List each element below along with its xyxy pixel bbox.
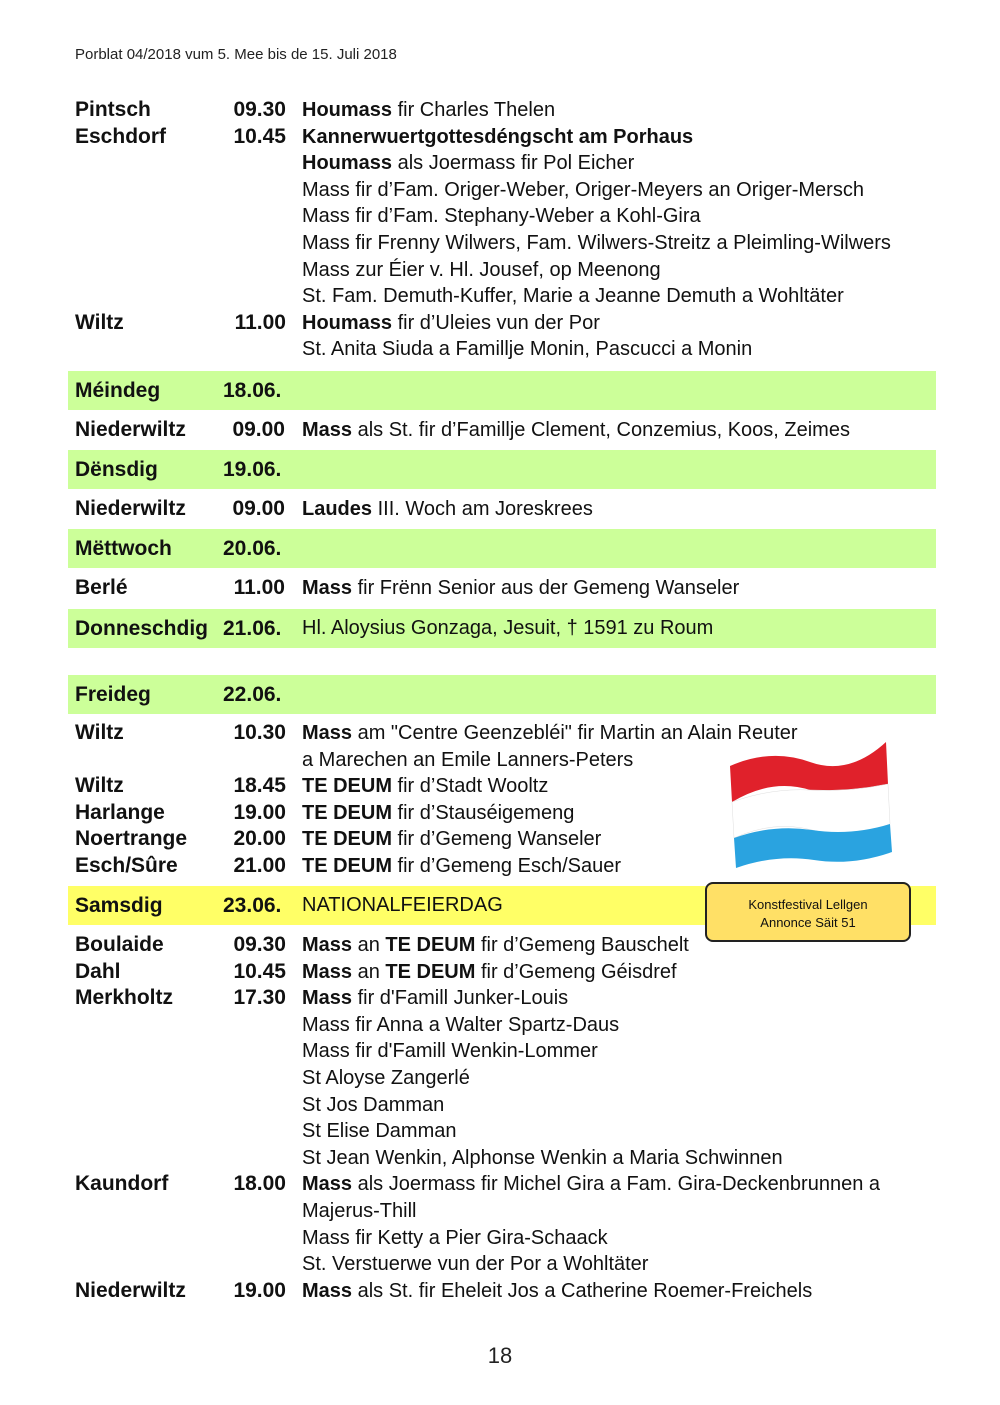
service-type: Mass (302, 577, 353, 599)
service-text (302, 336, 752, 363)
place-name: Niederwiltz (75, 1278, 186, 1302)
service-detail: Mass fir d’Fam. Origer-Weber, Origer-Meyers an Origer-Mersch (302, 178, 864, 201)
service-text (302, 177, 864, 204)
service-type: Laudes (302, 498, 373, 520)
service-time: 19.00 (233, 1278, 286, 1302)
service-text (302, 1278, 812, 1305)
schedule-row (68, 491, 936, 527)
service-time: 17.30 (233, 986, 286, 1010)
service-detail: Mass fir d'Famill Wenkin-Lommer (302, 1040, 598, 1063)
service-text (302, 853, 621, 880)
schedule-row (75, 1092, 935, 1119)
service-text (302, 1012, 619, 1039)
day-band-freideg (68, 675, 936, 714)
notice-line2: Annonce Säit 51 (760, 915, 856, 930)
service-detail: Mass fir Ketty a Pier Gira-Schaack (302, 1226, 608, 1249)
day-band-mettwoch (68, 529, 936, 568)
service-time: 09.30 (233, 933, 286, 956)
service-type: Mass (302, 722, 353, 744)
place-name: Eschdorf (75, 124, 167, 148)
service-text (302, 985, 568, 1012)
day-name: Mëttwoch (75, 537, 172, 560)
place-name: Niederwiltz (75, 497, 186, 520)
schedule-row (68, 412, 936, 448)
schedule-row (75, 1198, 935, 1225)
day-name: Donneschdig (75, 617, 209, 640)
place-name: Noertrange (75, 827, 188, 851)
schedule-row (75, 150, 935, 177)
service-detail: als Joermass fir Michel Gira a Fam. Gira-Deckenbrunnen a (352, 1173, 880, 1196)
service-time: 11.00 (233, 576, 285, 599)
schedule-row (75, 177, 935, 204)
service-text (302, 310, 600, 337)
service-detail: St Aloyse Zangerlé (302, 1066, 470, 1089)
service-detail: St Elise Damman (302, 1120, 457, 1143)
service-text (302, 800, 574, 827)
service-detail: fir d’Stauséigemeng (392, 801, 575, 824)
service-text (302, 932, 689, 959)
service-text (302, 150, 634, 177)
place-name: Berlé (75, 576, 128, 599)
service-detail: St Jean Wenkin, Alphonse Wenkin a Maria Schwinnen (302, 1146, 783, 1169)
service-text (302, 257, 661, 284)
service-time: 19.00 (233, 800, 286, 824)
day-name: Freideg (75, 683, 151, 706)
page-number: 18 (487, 1343, 513, 1368)
schedule-row (75, 203, 935, 230)
service-text (302, 491, 593, 527)
service-type: TE DEUM (302, 828, 392, 851)
service-time: 10.45 (233, 959, 286, 983)
service-type: Mass (302, 1279, 353, 1302)
service-detail: St. Fam. Demuth-Kuffer, Marie a Jeanne Demuth a Wohltäter (302, 285, 844, 308)
service-detail: fir d'Famill Junker-Louis (352, 987, 569, 1010)
service-time: 09.30 (233, 98, 286, 121)
service-text (302, 773, 548, 800)
schedule-row (75, 124, 935, 151)
service-text (302, 230, 891, 257)
service-time: 21.00 (233, 853, 286, 877)
service-text (302, 1251, 648, 1278)
service-time: 20.00 (233, 827, 286, 851)
service-detail: als St. fir d’Famillje Clement, Conzemius, Koos, Zeimes (352, 419, 850, 441)
service-time: 09.00 (232, 418, 285, 441)
place-name: Dahl (75, 959, 121, 983)
service-detail: fir d’Stadt Wooltz (392, 775, 549, 798)
place-name: Harlange (75, 800, 165, 824)
service-detail: III. Woch am Joreskrees (372, 498, 593, 520)
service-time: 18.00 (233, 1172, 286, 1196)
day-date: 20.06. (223, 537, 282, 560)
service-time: 10.30 (233, 721, 286, 744)
service-text (302, 97, 555, 124)
service-time: 10.45 (233, 124, 286, 148)
schedule-row (75, 1065, 935, 1092)
service-detail: fir d’Gemeng Géisdref (475, 960, 677, 983)
schedule-block-sunday (75, 97, 935, 363)
service-type: Mass (302, 987, 353, 1010)
schedule-row (75, 1171, 935, 1198)
service-detail: fir Frënn Senior aus der Gemeng Wanseler (352, 577, 740, 599)
service-text (302, 124, 693, 151)
notice-line1: Konstfestival Lellgen (748, 897, 868, 912)
service-detail: St. Anita Siuda a Famillje Monin, Pascucci a Monin (302, 338, 753, 361)
day-date: 22.06. (223, 683, 282, 706)
service-time: 11.00 (234, 310, 286, 334)
service-text (302, 412, 850, 448)
page-header: Porblat 04/2018 vum 5. Mee bis de 15. Juli 2018 (75, 46, 397, 63)
place-name: Kaundorf (75, 1172, 169, 1196)
place-name: Wiltz (75, 310, 124, 334)
flag-blue-stripe (734, 824, 892, 868)
schedule-row (68, 570, 936, 606)
service-detail: Mass fir d’Fam. Stephany-Weber a Kohl-Gira (302, 205, 701, 228)
service-type: Houmass (302, 99, 393, 121)
service-detail: fir d’Gemeng Esch/Sauer (392, 854, 621, 877)
service-type: Mass (302, 1173, 353, 1196)
day-name: Méindeg (75, 379, 161, 402)
service-detail: fir d’Gemeng Bauschelt (475, 934, 689, 956)
service-type: Kannerwuertgottesdéngscht am Porhaus (302, 125, 694, 148)
service-type: Houmass (302, 152, 393, 175)
service-type: TE DEUM (302, 775, 392, 798)
service-detail: Mass zur Éier v. Hl. Jousef, op Meenong (302, 258, 661, 281)
schedule-row (75, 1225, 935, 1252)
schedule-row (75, 336, 935, 363)
service-detail: Mass fir Anna a Walter Spartz-Daus (302, 1013, 620, 1036)
service-text (302, 1092, 444, 1119)
day-name: Dënsdig (75, 458, 158, 481)
place-name: Esch/Sûre (75, 853, 178, 877)
service-type: Mass (302, 960, 353, 983)
schedule-row (75, 959, 935, 986)
schedule-row (75, 283, 935, 310)
day-note: Hl. Aloysius Gonzaga, Jesuit, † 1591 zu Roum (302, 617, 714, 639)
service-detail: Mass fir Frenny Wilwers, Fam. Wilwers-Streitz a Pleimling-Wilwers (302, 231, 891, 254)
place-name: Wiltz (75, 774, 124, 798)
service-detail: als Joermass fir Pol Eicher (392, 152, 635, 175)
service-text (302, 959, 677, 986)
schedule-row (75, 1012, 935, 1039)
service-text (302, 570, 739, 606)
luxembourg-flag-icon (726, 740, 894, 868)
schedule-block-samsdig (75, 932, 935, 1304)
service-type: TE DEUM (302, 801, 392, 824)
place-name: Wiltz (75, 721, 124, 744)
service-text (302, 826, 601, 853)
service-type: TE DEUM (302, 854, 392, 877)
day-band-densdig (68, 450, 936, 489)
service-text (302, 283, 844, 310)
schedule-row (75, 1278, 935, 1305)
schedule-row (75, 932, 935, 959)
schedule-row (75, 1251, 935, 1278)
service-text (302, 1065, 470, 1092)
day-date: 19.06. (223, 458, 282, 481)
service-detail: fir Charles Thelen (392, 99, 556, 121)
service-detail: an (352, 934, 386, 956)
service-text (302, 1171, 880, 1198)
schedule-row (75, 310, 935, 337)
service-text (302, 1038, 598, 1065)
service-time: 09.00 (232, 497, 285, 520)
service-type: Houmass (302, 311, 393, 334)
day-date: 18.06. (223, 379, 282, 402)
service-time: 18.45 (233, 774, 286, 798)
place-name: Boulaide (75, 933, 164, 956)
service-text (302, 1145, 783, 1172)
service-detail: St. Verstuerwe vun der Por a Wohltäter (302, 1253, 649, 1276)
service-detail: als St. fir Eheleit Jos a Catherine Roemer-Freichels (352, 1279, 813, 1302)
service-detail: am "Centre Geenzebléi" fir Martin an Alain Reuter (352, 722, 798, 744)
service-detail: fir d’Uleies vun der Por (392, 311, 600, 334)
day-date: 21.06. (223, 617, 282, 640)
service-text (302, 1198, 416, 1225)
service-type: Mass (302, 934, 353, 956)
schedule-row (75, 1118, 935, 1145)
day-note: NATIONALFEIERDAG (302, 894, 503, 916)
day-name: Samsdig (75, 894, 163, 917)
schedule-row (75, 230, 935, 257)
schedule-row (75, 1145, 935, 1172)
service-text (302, 720, 798, 747)
day-date: 23.06. (223, 894, 282, 917)
service-detail: St Jos Damman (302, 1093, 445, 1116)
schedule-row (75, 97, 935, 124)
service-detail: an (352, 960, 386, 983)
place-name: Merkholtz (75, 986, 174, 1010)
service-detail: fir d’Gemeng Wanseler (392, 828, 602, 851)
service-type: Mass (302, 419, 353, 441)
schedule-row (75, 257, 935, 284)
day-band-meindeg (68, 371, 936, 410)
service-text (302, 747, 633, 774)
schedule-row (75, 985, 935, 1012)
service-text (302, 1225, 608, 1252)
service-text (302, 1118, 457, 1145)
schedule-row (75, 1038, 935, 1065)
service-type: TE DEUM (385, 960, 476, 983)
place-name: Pintsch (75, 98, 151, 121)
service-text (302, 203, 701, 230)
service-type: TE DEUM (385, 934, 476, 956)
day-band-donneschdig (68, 609, 936, 648)
service-detail: a Marechen an Emile Lanners-Peters (302, 748, 634, 771)
service-detail: Majerus-Thill (302, 1199, 417, 1222)
place-name: Niederwiltz (75, 418, 186, 441)
